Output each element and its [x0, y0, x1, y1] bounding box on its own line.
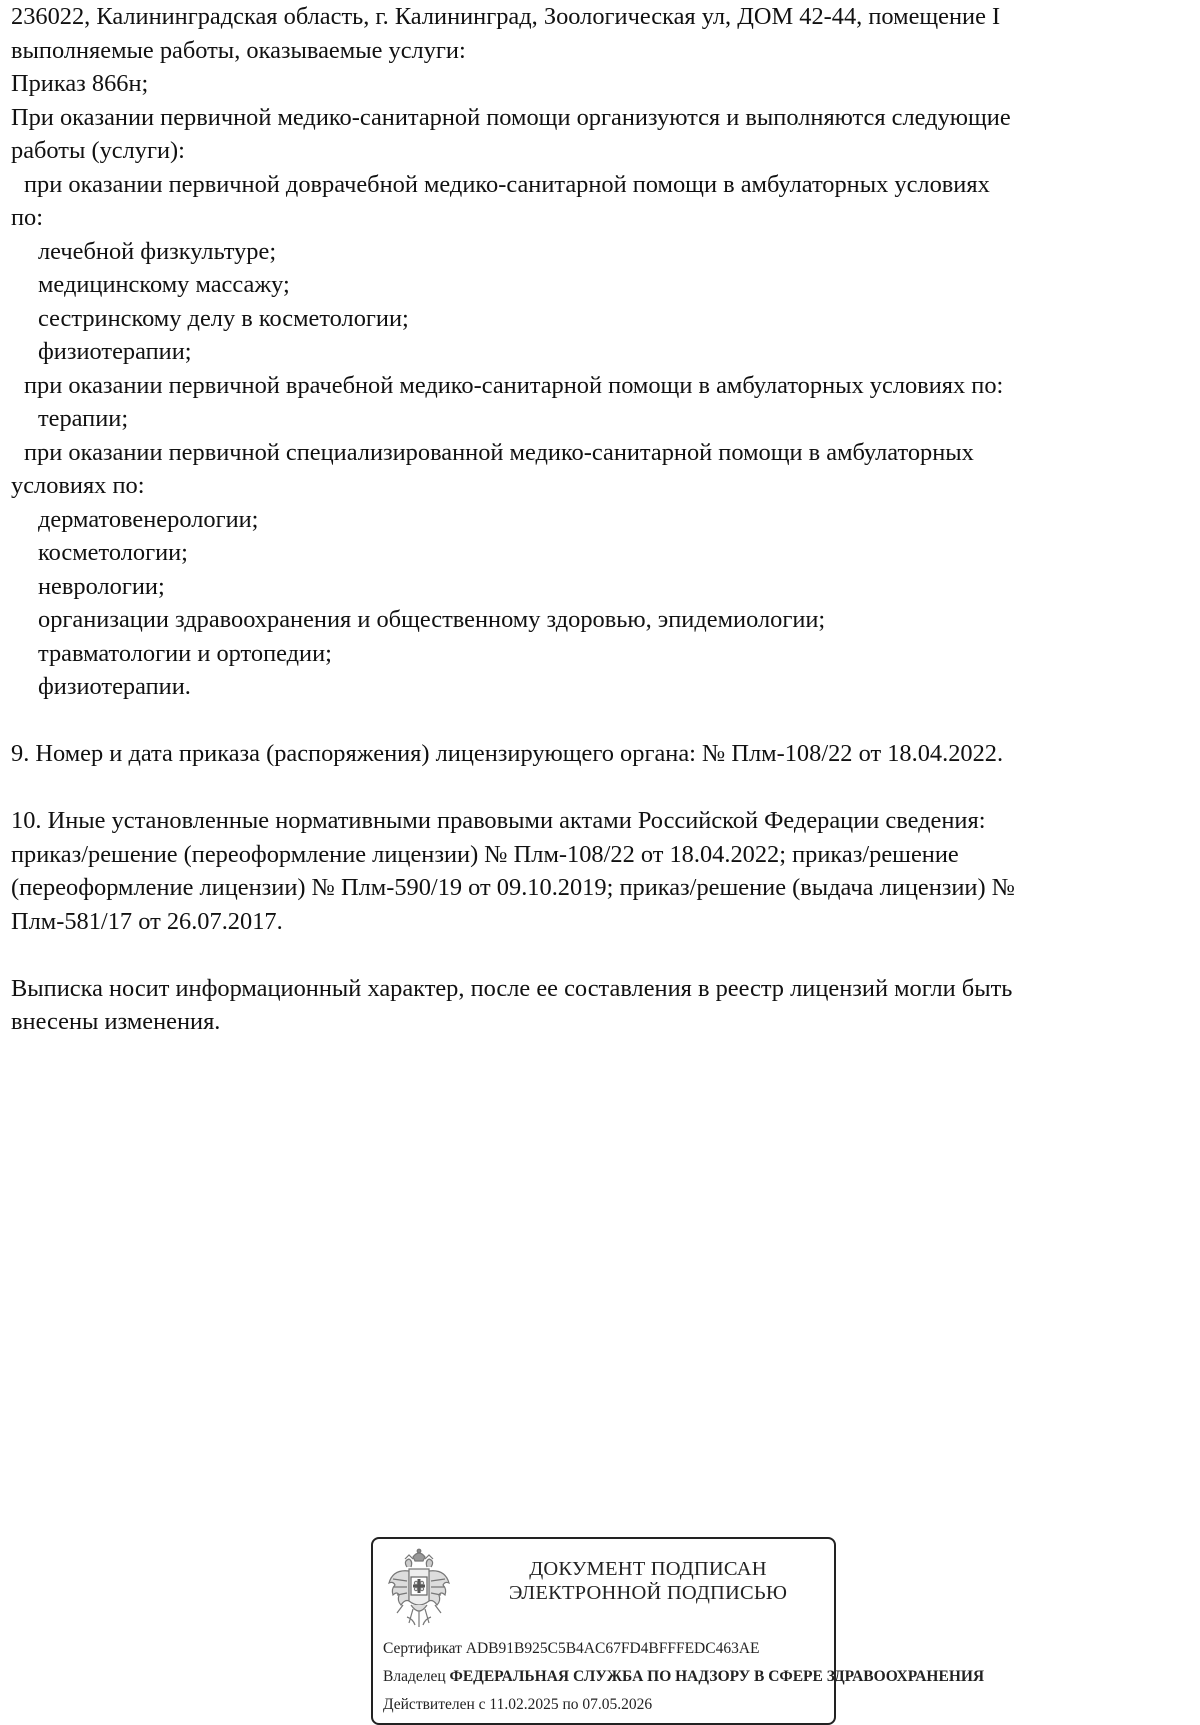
- stamp-title-line: ЭЛЕКТРОННОЙ ПОДПИСЬЮ: [508, 1582, 788, 1604]
- works-label: выполняемые работы, оказываемые услуги:: [11, 36, 466, 64]
- service-group-specialized: [11, 436, 1196, 704]
- section-10-line: 10. Иные установленные нормативными правовыми актами Российской Федерации сведения:: [11, 807, 986, 834]
- list-item: дерматовенерологии;: [38, 505, 259, 533]
- section-10-line: (переоформление лицензии) № Плм-590/19 от 09.10.2019; приказ/решение (выдача лицензии) №: [11, 874, 1015, 901]
- stamp-title-line: ДОКУМЕНТ ПОДПИСАН: [529, 1558, 767, 1580]
- electronic-signature-stamp: [371, 1537, 985, 1725]
- document-page: [11, 0, 1196, 1039]
- list-item: физиотерапии;: [38, 338, 192, 365]
- spacer: [11, 704, 1196, 738]
- spacer: [11, 771, 1196, 805]
- section-9-order-number: 9. Номер и дата приказа (распоряжения) лицензирующего органа: № Плм-108/22 от 18.04.2022.: [11, 740, 1004, 767]
- spacer: [11, 938, 1196, 972]
- validity-row: Действителен с 11.02.2025 по 07.05.2026: [383, 1696, 653, 1713]
- group-header: по:: [11, 204, 44, 231]
- disclaimer-line: внесены изменения.: [11, 1008, 221, 1035]
- service-group-prehospital: [11, 168, 1196, 369]
- certificate-row: [383, 1635, 863, 1663]
- list-item: неврологии;: [38, 572, 165, 600]
- intro-line: При оказании первичной медико-санитарной помощи организуются и выполняются следующие: [11, 103, 1011, 131]
- disclaimer-line: Выписка носит информационный характер, после ее составления в реестр лицензий могли быть: [11, 974, 1013, 1002]
- stamp-title: [468, 1557, 828, 1605]
- owner-value: ФЕДЕРАЛЬНАЯ СЛУЖБА ПО НАДЗОРУ В СФЕРЕ ЗДРАВООХРАНЕНИЯ: [449, 1668, 985, 1685]
- list-item: косметологии;: [38, 539, 188, 566]
- group-header: при оказании первичной доврачебной медико-санитарной помощи в амбулаторных условиях: [24, 170, 990, 198]
- service-group-physician: [11, 369, 1196, 436]
- stamp-details: [383, 1635, 985, 1719]
- owner-label: Владелец: [383, 1668, 446, 1685]
- intro-line: работы (услуги):: [11, 137, 185, 164]
- list-item: терапии;: [38, 405, 129, 432]
- certificate-value: ADB91B925C5B4AC67FD4BFFFEDC463AE: [465, 1640, 760, 1657]
- list-item: физиотерапии.: [38, 673, 191, 700]
- disclaimer: [11, 972, 1196, 1039]
- section-10-line: приказ/решение (переоформление лицензии) № Плм-108/22 от 18.04.2022; приказ/решение: [11, 840, 959, 868]
- list-item: лечебной физкультуре;: [38, 237, 277, 265]
- group-header: при оказании первичной врачебной медико-санитарной помощи в амбулаторных условиях по:: [24, 371, 1004, 399]
- list-item: медицинскому массажу;: [38, 271, 290, 298]
- list-item: сестринскому делу в косметологии;: [38, 304, 409, 332]
- list-item: организации здравоохранения и общественному здоровью, эпидемиологии;: [38, 606, 826, 633]
- section-10-other-info: [11, 804, 1196, 938]
- owner-row: [383, 1663, 985, 1691]
- certificate-label: Сертификат: [383, 1640, 462, 1657]
- section-10-line: Плм-581/17 от 26.07.2017.: [11, 907, 283, 935]
- group-header: условиях по:: [11, 472, 145, 499]
- double-headed-eagle-icon: [387, 1547, 451, 1633]
- address-line: 236022, Калининградская область, г. Калининград, Зоологическая ул, ДОМ 42-44, помещение I: [11, 3, 1001, 30]
- list-item: травматологии и ортопедии;: [38, 639, 332, 667]
- order-reference: Приказ 866н;: [11, 70, 149, 97]
- group-header: при оказании первичной специализированной медико-санитарной помощи в амбулаторных: [24, 438, 974, 466]
